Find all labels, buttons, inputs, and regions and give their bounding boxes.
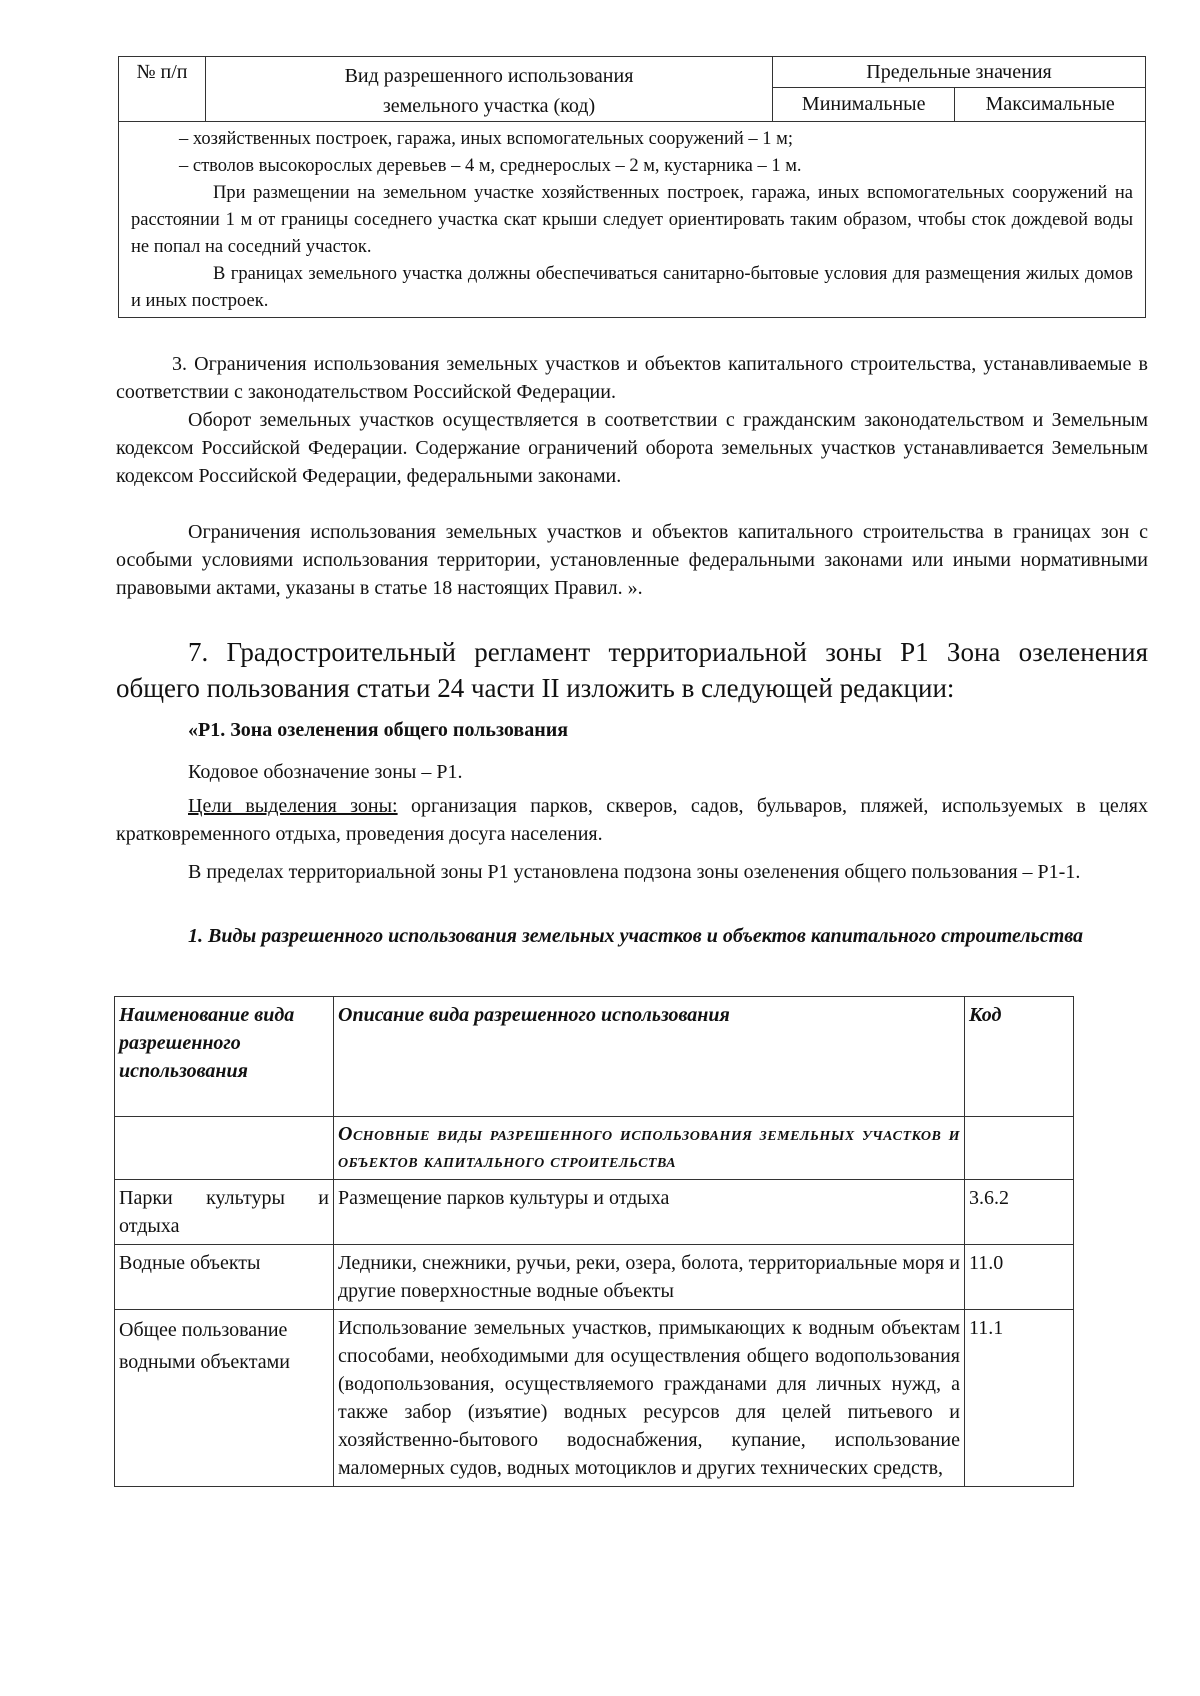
- paragraph: В границах земельного участка должны обеспечиваться санитарно-бытовые условия для размещения жилых домов и иных построек.: [131, 264, 1133, 311]
- header-name: Наименование вида разрешенного использования: [115, 997, 334, 1117]
- table-row: [115, 1245, 1074, 1310]
- group-title: Основные виды разрешенного использования земельных участков и объектов капитального строительства: [334, 1117, 965, 1180]
- zone-title: «Р1. Зона озеленения общего пользования: [188, 719, 569, 741]
- row-code: 11.0: [965, 1245, 1074, 1310]
- col-header-min: Минимальные: [773, 88, 955, 122]
- zone-code: Кодовое обозначение зоны – Р1.: [188, 761, 463, 783]
- col-header-number: № п/п: [119, 57, 206, 122]
- paragraph-oborot: Оборот земельных участков осуществляется в соответствии с гражданским законодательством и Земельным кодексом Российской Федерации. Содержание ограничений оборота земельных участков устанавливается Земельным кодексом Российской Федерации, федеральными законами.: [116, 409, 1148, 487]
- paragraph-limits: Ограничения использования земельных участков и объектов капитального строительства в границах зон с особыми условиями использования территории, установленные федеральными законами или иными нормативными правовыми актами, указаны в статье 18 настоящих Правил. ».: [116, 521, 1148, 599]
- paragraph-3: 3. Ограничения использования земельных участков и объектов капитального строительства, устанавливаемые в соответствии с законодательством Российской Федерации.: [116, 353, 1148, 403]
- col-header-use-type: Вид разрешенного использования земельного участка (код): [206, 57, 773, 122]
- table-row: [115, 1180, 1074, 1245]
- row-description: Размещение парков культуры и отдыха: [334, 1180, 965, 1245]
- zone-goals: [116, 792, 1148, 848]
- section-heading-7: 7. Градостроительный регламент территориальной зоны Р1 Зона озеленения общего пользования статьи 24 части II изложить в следующей редакции:: [116, 637, 1148, 703]
- limits-table-body: [119, 122, 1146, 318]
- table-row: [115, 1310, 1074, 1487]
- row-name: Водные объекты: [115, 1245, 334, 1310]
- row-name: Общее пользование водными объектами: [115, 1310, 334, 1487]
- goals-label: Цели выделения зоны:: [188, 795, 398, 817]
- row-code: 11.1: [965, 1310, 1074, 1487]
- table-cell: [115, 1117, 334, 1180]
- row-description: Ледники, снежники, ручьи, реки, озера, болота, территориальные моря и другие поверхностные водные объекты: [334, 1245, 965, 1310]
- uses-table: [114, 996, 1074, 1487]
- row-name: Парки культуры и отдыха: [115, 1180, 334, 1245]
- list-item: – хозяйственных построек, гаража, иных вспомогательных сооружений – 1 м;: [179, 129, 794, 149]
- list-item: – стволов высокорослых деревьев – 4 м, среднерослых – 2 м, кустарника – 1 м.: [179, 156, 802, 176]
- section-heading-1: 1. Виды разрешенного использования земельных участков и объектов капитального строительства: [188, 925, 1084, 947]
- col-header-max: Максимальные: [955, 88, 1146, 122]
- paragraph: При размещении на земельном участке хозяйственных построек, гаража, иных вспомогательных сооружений на расстоянии 1 м от границы соседнего участка скат крыши следует ориентировать таким образом, чтобы сток дождевой воды не попал на соседний участок.: [131, 183, 1133, 257]
- limits-table: [118, 56, 1146, 318]
- header-code: Код: [965, 997, 1074, 1117]
- header-description: Описание вида разрешенного использования: [334, 997, 965, 1117]
- subzone-paragraph: В пределах территориальной зоны Р1 установлена подзона зоны озеленения общего пользования – Р1-1.: [188, 861, 1081, 883]
- col-header-limits: Предельные значения: [773, 57, 1146, 88]
- row-code: 3.6.2: [965, 1180, 1074, 1245]
- row-description: Использование земельных участков, примыкающих к водным объектам способами, необходимыми для осуществления общего водопользования (водопользования, осуществляемого гражданами для личных нужд, а также забор (изъятие) водных ресурсов для целей питьевого и хозяйственно-бытового водоснабжения, купание, использование маломерных судов, водных мотоциклов и других технических средств,: [334, 1310, 965, 1487]
- goals-text: организация парков, скверов, садов, бульваров, пляжей, используемых в целях кратковременного отдыха, проведения досуга населения.: [116, 795, 1148, 845]
- table-cell: [965, 1117, 1074, 1180]
